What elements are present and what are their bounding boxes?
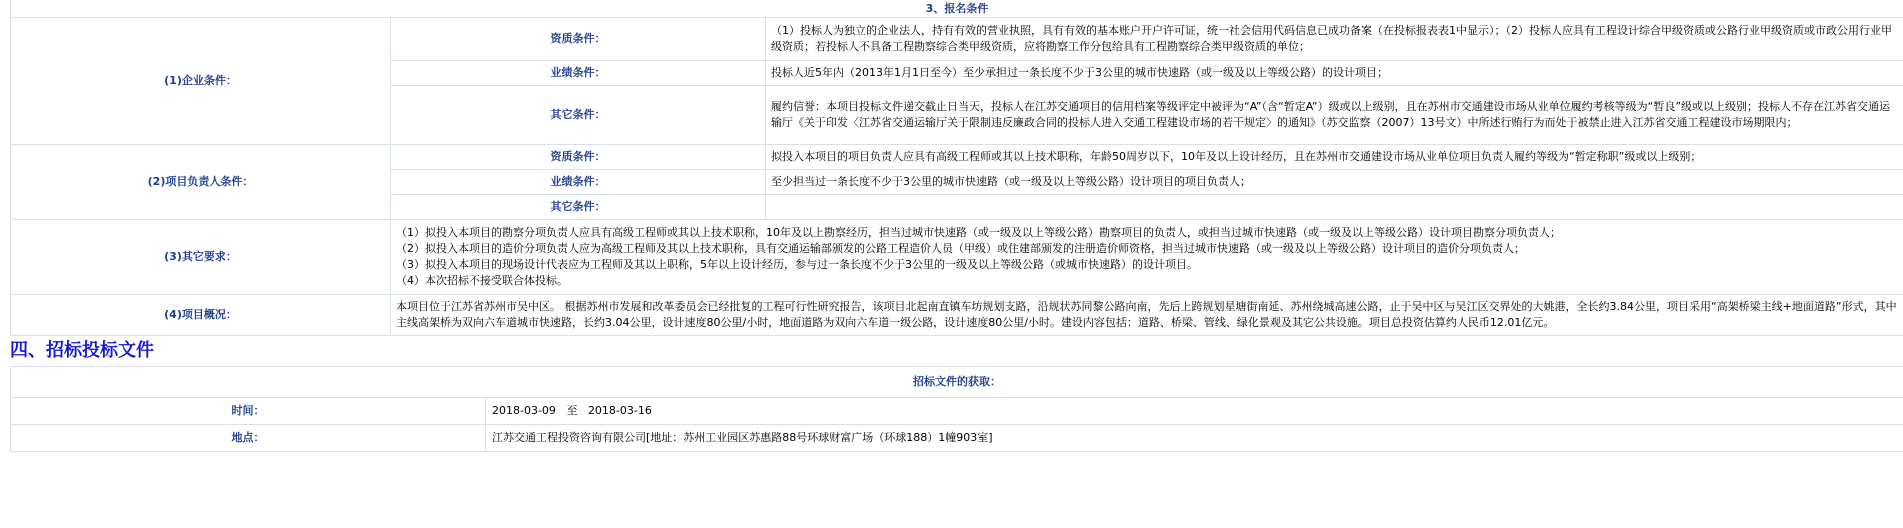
- time-label: 时间：: [11, 398, 486, 425]
- acquire-title: 招标文件的获取：: [11, 367, 1903, 398]
- enterprise-qualification-label: 资质条件：: [391, 18, 766, 61]
- enterprise-performance-text: 投标人近5年内（2013年1月1日至今）至少承担过一条长度不少于3公里的城市快速路（或一级及以上等级公路）的设计项目；: [766, 61, 1903, 86]
- requirement-item: （4）本次招标不接受联合体投标。: [396, 274, 568, 287]
- time-from: 2018-03-09: [492, 404, 556, 417]
- acquire-header-row: [11, 367, 1903, 398]
- project-overview-text: 本项目位于江苏省苏州市吴中区。 根据苏州市发展和改革委员会已经批复的工程可行性研究报告，该项目北起南直镇车坊规划支路，沿规状苏同黎公路向南，先后上跨规划星塘街南延、苏州绕城高速公路，止于吴中区与吴江区交界处的大姚港，全长约3.84公里，项目采用“高架桥梁主线+地面道路”形式，其中主线高架桥为双向六车道城市快速路，长约3.04公里，设计速度80公里/小时，地面道路为双向六车道一级公路，设计速度80公里/小时。建设内容包括：道路、桥梁、管线、绿化景观及其它公共设施。项目总投资估算约人民币12.01亿元。: [391, 295, 1903, 336]
- other-requirements-label: (3)其它要求：: [11, 220, 391, 295]
- section3-title: 3、报名条件: [11, 0, 1903, 18]
- requirement-item: （2）拟投入本项目的造价分项负责人应为高级工程师及其以上技术职称，具有交通运输部颁发的公路工程造价人员（甲级）或住建部颁发的注册造价师资格，担当过城市快速路（或一级及以上等级公路）设计项目的造价分项负责人；: [396, 242, 1525, 255]
- other-requirements-list: [391, 220, 1903, 295]
- section3-header-row: [11, 0, 1903, 18]
- manager-qualification-row: [11, 145, 1903, 170]
- time-to: 2018-03-16: [587, 404, 652, 417]
- place-value: 江苏交通工程投资咨询有限公司[地址：苏州工业园区苏惠路88号环球财富广场（环球188）1幢903室]: [486, 425, 1903, 452]
- manager-qualification-text: 拟投入本项目的项目负责人应具有高级工程师或其以上技术职称，年龄50周岁以下，10年及以上设计经历，且在苏州市交通建设市场从业单位项目负责人履约等级为“暂定称职”级或以上级别；: [766, 145, 1903, 170]
- registration-conditions-table: [10, 0, 1903, 336]
- requirement-item: （1）拟投入本项目的勘察分项负责人应具有高级工程师或其以上技术职称，10年及以上勘察经历，担当过城市快速路（或一级及以上等级公路）勘察项目的负责人，或担当过城市快速路（或一级及以上等级公路）设计项目勘察分项负责人；: [396, 226, 1561, 239]
- enterprise-other-label: 其它条件：: [391, 86, 766, 145]
- place-label: 地点：: [11, 425, 486, 452]
- project-overview-row: [11, 295, 1903, 336]
- other-requirements-row: [11, 220, 1903, 295]
- enterprise-qualification-row: [11, 18, 1903, 61]
- requirement-item: （3）拟投入本项目的现场设计代表应为工程师及其以上职称，5年以上设计经历，参与过一条长度不少于3公里的一级及以上等级公路（或城市快速路）的设计项目。: [396, 258, 1198, 271]
- manager-conditions-label: (2)项目负责人条件：: [11, 145, 391, 220]
- enterprise-other-text: 履约信誉：本项目投标文件递交截止日当天，投标人在江苏交通项目的信用档案等级评定中被评为“A”（含“暂定A”）级或以上级别，且在苏州市交通建设市场从业单位履约考核等级为“暂良”级或以上级别；投标人不存在江苏省交通运输厅《关于印发〈江苏省交通运输厅关于限制违反廉政合同的投标人进入交通工程建设市场的若干规定〉的通知》（苏交监察（2007）13号文）中所述行贿行为而处于被禁止进入江苏省交通工程建设市场期限内；: [766, 86, 1903, 145]
- time-value: [486, 398, 1903, 425]
- enterprise-performance-label: 业绩条件：: [391, 61, 766, 86]
- tender-notice: [10, 0, 1903, 452]
- manager-other-label: 其它条件：: [391, 195, 766, 220]
- tender-documents-table: [10, 366, 1903, 452]
- manager-qualification-label: 资质条件：: [391, 145, 766, 170]
- time-row: [11, 398, 1903, 425]
- place-row: [11, 425, 1903, 452]
- enterprise-conditions-label: (1)企业条件：: [11, 18, 391, 145]
- enterprise-qualification-text: （1）投标人为独立的企业法人，持有有效的营业执照，具有有效的基本账户开户许可证，统一社会信用代码信息已成功备案（在投标报表表1中显示）；（2）投标人应具有工程设计综合甲级资质或公路行业甲级资质或市政公用行业甲级资质；若投标人不具备工程勘察综合类甲级资质，应将勘察工作分包给具有工程勘察综合类甲级资质的单位；: [766, 18, 1903, 61]
- time-separator: 至: [566, 404, 578, 417]
- section4-title: 四、招标投标文件: [10, 340, 154, 361]
- manager-performance-text: 至少担当过一条长度不少于3公里的城市快速路（或一级及以上等级公路）设计项目的项目负责人；: [766, 170, 1903, 195]
- manager-performance-label: 业绩条件：: [391, 170, 766, 195]
- manager-other-text: [766, 195, 1903, 220]
- project-overview-label: (4)项目概况：: [11, 295, 391, 336]
